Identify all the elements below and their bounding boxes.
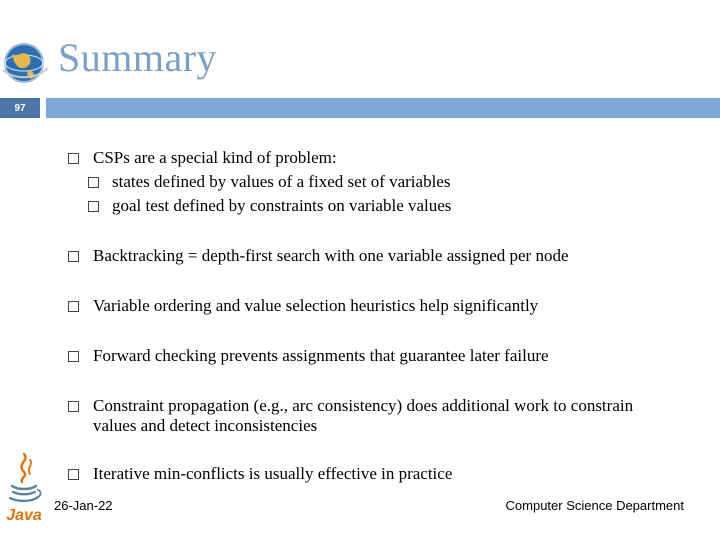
- title-divider-bar: [46, 98, 720, 118]
- footer-date: 26-Jan-22: [54, 498, 113, 513]
- checkbox-bullet-icon: [68, 351, 79, 362]
- checkbox-bullet-icon: [88, 201, 99, 212]
- java-logo-icon: [4, 450, 44, 526]
- checkbox-bullet-icon: [88, 177, 99, 188]
- sub-bullet-list: [86, 172, 708, 216]
- bullet-text: Forward checking prevents assignments that guarantee later failure: [93, 346, 549, 365]
- sub-bullet-item: [86, 196, 708, 216]
- bullet-text: Iterative min-conflicts is usually effective in practice: [93, 464, 453, 483]
- bullet-item: [68, 246, 708, 266]
- sub-bullet-text: goal test defined by constraints on variable values: [112, 196, 452, 215]
- checkbox-bullet-icon: [68, 469, 79, 480]
- bullet-item: [68, 346, 708, 366]
- java-logo-text: Java: [6, 507, 42, 524]
- bullet-text: Constraint propagation (e.g., arc consistency) does additional work to constrain values and detect inconsistencies: [93, 396, 634, 435]
- slide-number-badge: [0, 98, 40, 118]
- sub-bullet-text: states defined by values of a fixed set of variables: [112, 172, 451, 191]
- checkbox-bullet-icon: [68, 301, 79, 312]
- footer-department: Computer Science Department: [505, 498, 684, 513]
- sub-bullet-item: [86, 172, 708, 192]
- checkbox-bullet-icon: [68, 401, 79, 412]
- checkbox-bullet-icon: [68, 153, 79, 164]
- bullet-text: CSPs are a special kind of problem:: [93, 148, 337, 167]
- slide-number: 97: [14, 102, 26, 114]
- bullet-item: [68, 296, 708, 316]
- checkbox-bullet-icon: [68, 251, 79, 262]
- page-title: Summary: [58, 35, 218, 80]
- bullet-text: Variable ordering and value selection heuristics help significantly: [93, 296, 539, 315]
- bullet-item: [68, 464, 708, 484]
- bullet-text: Backtracking = depth-first search with one variable assigned per node: [93, 246, 569, 265]
- bullet-item: [68, 148, 708, 216]
- bullet-item: [68, 396, 708, 436]
- globe-logo-icon: [0, 40, 50, 86]
- bullet-list: [68, 148, 708, 484]
